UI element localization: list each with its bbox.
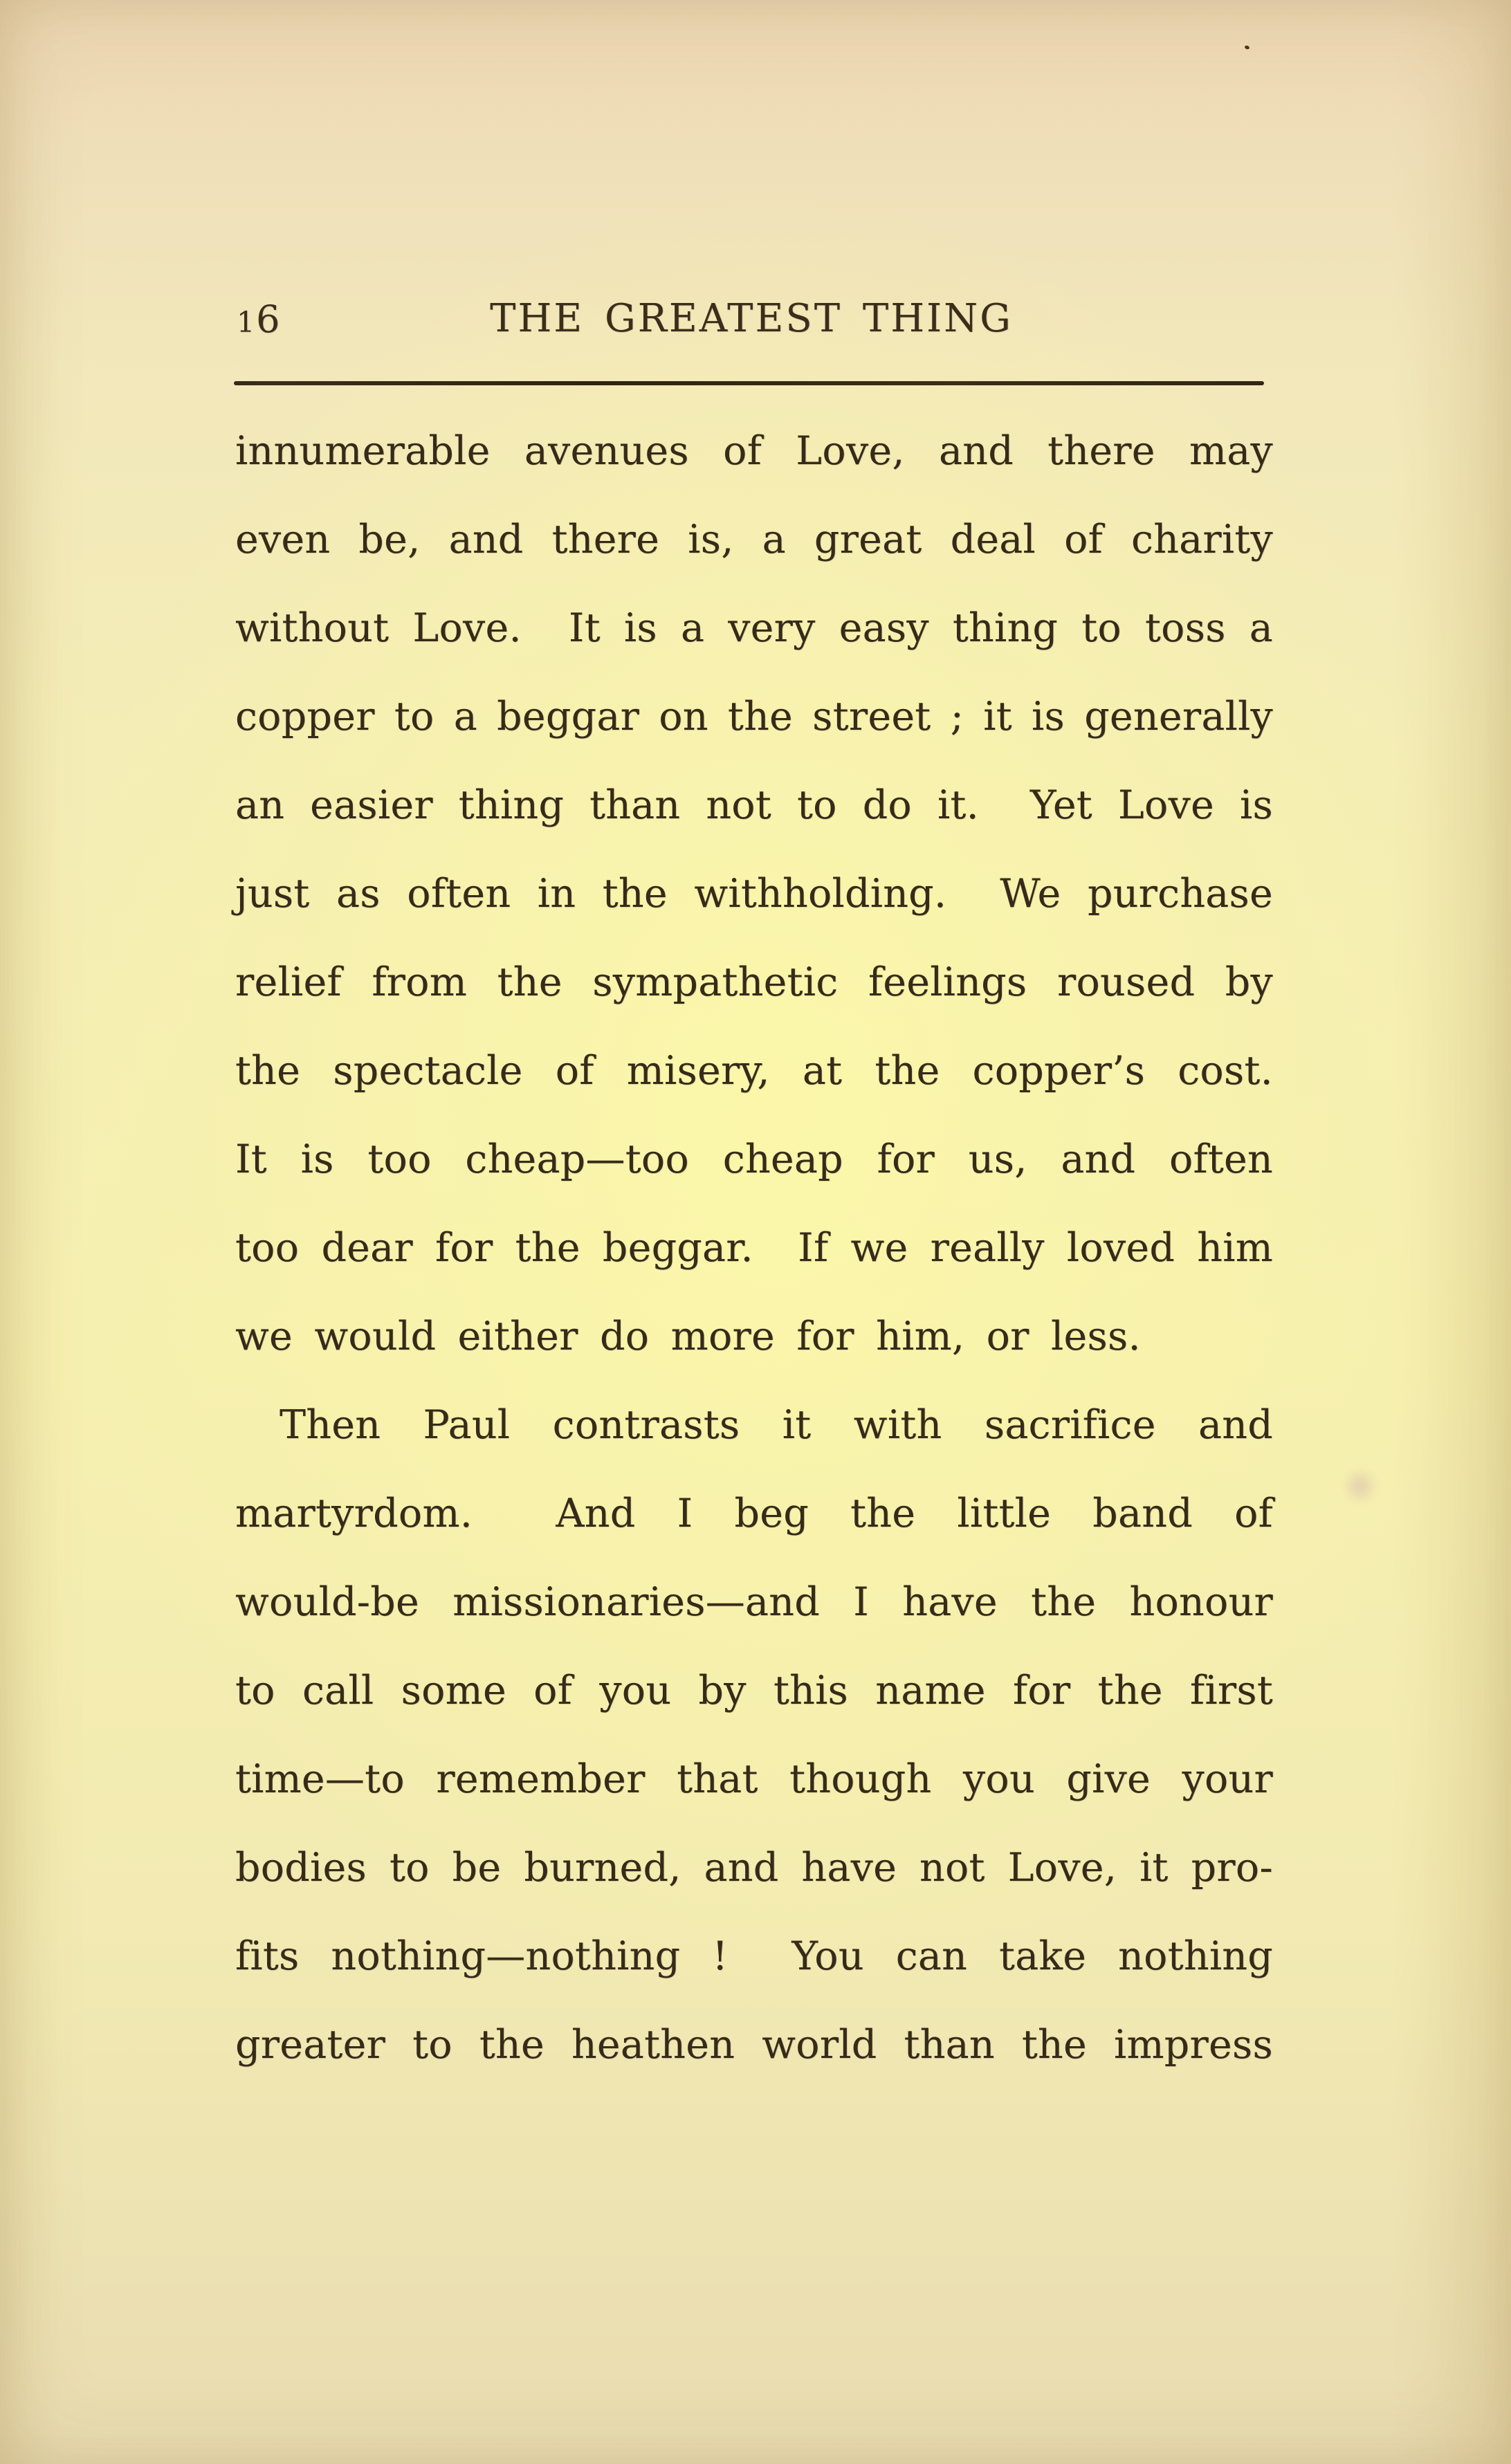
paper-smudge: [1341, 1468, 1380, 1504]
paper-speck: [1244, 45, 1249, 50]
text-line: would-be missionaries—and I have the honour: [235, 1579, 1273, 1625]
text-line: an easier thing than not to do it. Yet Love is: [235, 782, 1273, 828]
running-title: THE GREATEST THING: [490, 296, 1013, 341]
page-number: 16: [237, 297, 282, 341]
text-line: Then Paul contrasts it with sacrifice and: [280, 1402, 1273, 1448]
header-rule: [234, 381, 1264, 385]
text-line: time—to remember that though you give your: [235, 1756, 1273, 1802]
text-line: copper to a beggar on the street ; it is generally: [235, 694, 1273, 739]
text-line: even be, and there is, a great deal of charity: [235, 517, 1273, 562]
text-line: innumerable avenues of Love, and there may: [235, 428, 1273, 474]
text-line: fits nothing—nothing ! You can take nothing: [235, 1933, 1273, 1979]
text-line: the spectacle of misery, at the copper’s cost.: [235, 1048, 1273, 1094]
page-text: [235, 407, 1273, 2089]
text-line: martyrdom. And I beg the little band of: [235, 1491, 1273, 1536]
text-line: just as often in the withholding. We purchase: [235, 871, 1273, 917]
text-line: without Love. It is a very easy thing to toss a: [235, 605, 1273, 651]
text-line: to call some of you by this name for the first: [235, 1668, 1273, 1713]
text-line: bodies to be burned, and have not Love, it pro-: [235, 1845, 1273, 1891]
text-line: greater to the heathen world than the impress: [235, 2022, 1273, 2068]
text-line: too dear for the beggar. If we really loved him: [235, 1225, 1273, 1271]
text-line: It is too cheap—too cheap for us, and often: [235, 1137, 1273, 1182]
text-line: we would either do more for him, or less.: [235, 1314, 1141, 1359]
text-line: relief from the sympathetic feelings roused by: [235, 959, 1273, 1005]
